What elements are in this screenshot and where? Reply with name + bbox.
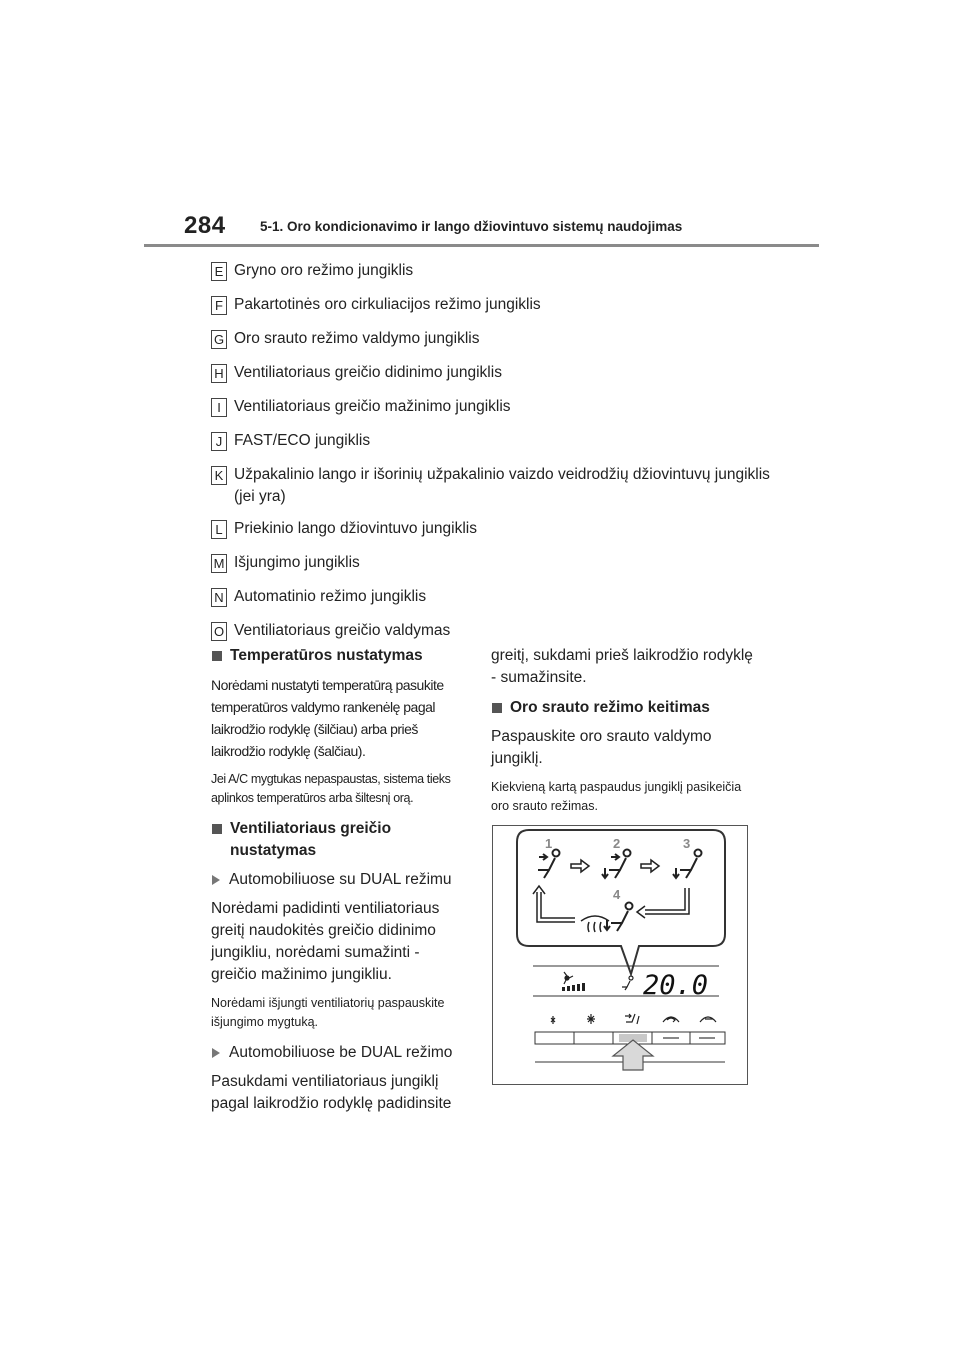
legend-item-i xyxy=(211,396,771,418)
legend-text: Automatinio režimo jungiklis xyxy=(234,588,427,605)
temperature-note: Jei A/C mygtukas nepaspaustas, sistema tieks aplinkos temperatūros arba šiltesnį orą. xyxy=(211,772,451,805)
legend-item-g xyxy=(211,328,771,350)
letter-badge: M xyxy=(211,554,227,573)
left-column xyxy=(211,645,469,1123)
legend-item-e xyxy=(211,260,771,282)
fan-high-icon xyxy=(587,1014,595,1024)
airflow-note: Kiekvieną kartą paspaudus jungiklį pasikeičia oro srauto režimas. xyxy=(491,780,742,813)
letter-badge: N xyxy=(211,588,227,607)
temperature-readout: 20.0 xyxy=(643,970,709,1001)
legend-text: Priekinio lango džiovintuvo jungiklis xyxy=(234,520,477,537)
legend-item-m xyxy=(211,552,771,574)
square-bullet-icon xyxy=(212,651,222,661)
legend-item-l xyxy=(211,518,771,540)
bullet-text: Automobiliuose su DUAL režimu xyxy=(229,871,452,888)
right-column xyxy=(491,645,756,826)
mode-number-1: 1 xyxy=(545,836,553,851)
legend-item-n xyxy=(211,586,771,608)
switch-legend xyxy=(211,260,771,654)
no-dual-mode-body: Pasukdami ventiliatoriaus jungiklį pagal laikrodžio rodyklę padidinsite xyxy=(211,1073,452,1112)
legend-text: Oro srauto režimo valdymo jungiklis xyxy=(234,330,480,347)
legend-text: Ventiliatoriaus greičio didinimo jungiklis xyxy=(234,364,502,381)
page-number: 284 xyxy=(184,212,226,239)
dual-mode-bullet xyxy=(211,869,469,891)
triangle-bullet-icon xyxy=(212,1048,220,1058)
legend-item-o xyxy=(211,620,771,642)
square-bullet-icon xyxy=(492,703,502,713)
legend-text: Gryno oro režimo jungiklis xyxy=(234,262,414,279)
letter-badge: L xyxy=(211,520,227,539)
letter-badge: O xyxy=(211,622,227,641)
legend-item-j xyxy=(211,430,771,452)
legend-text: FAST/ECO jungiklis xyxy=(234,432,371,449)
dual-mode-note: Norėdami išjungti ventiliatorių paspauskite išjungimo mygtuką. xyxy=(211,996,445,1029)
triangle-bullet-icon xyxy=(212,875,220,885)
fresh-air-icon xyxy=(700,1017,716,1022)
letter-badge: K xyxy=(211,466,227,485)
legend-text: Užpakalinio lango ir išorinių užpakalinio vaizdo veidrodžių džiovintuvų jungiklis (jei yra) xyxy=(234,466,770,505)
header-divider xyxy=(144,244,819,247)
control-icons-row xyxy=(551,1014,716,1024)
legend-text: Pakartotinės oro cirkuliacijos režimo jungiklis xyxy=(234,296,541,313)
mode-number-4: 4 xyxy=(613,887,621,902)
letter-badge: E xyxy=(211,262,227,281)
legend-item-k xyxy=(211,464,771,508)
legend-item-h xyxy=(211,362,771,384)
no-dual-mode-bullet xyxy=(211,1042,469,1064)
legend-item-f xyxy=(211,294,771,316)
section-title: 5-1. Oro kondicionavimo ir lango džiovintuvo sistemų naudojimas xyxy=(260,219,683,234)
fan-level-bars xyxy=(562,983,585,991)
airflow-mode-illustration xyxy=(492,825,748,1085)
dual-mode-body: Norėdami padidinti ventiliatoriaus greitį naudokitės greičio didinimo jungikliu, norėdami sumažinti - greičio mažinimo jungikliu. xyxy=(211,900,440,983)
fan-icon xyxy=(564,972,573,984)
bullet-text: Automobiliuose be DUAL režimo xyxy=(229,1044,453,1061)
legend-text: Išjungimo jungiklis xyxy=(234,554,360,571)
heading-text: Temperatūros nustatymas xyxy=(230,647,423,664)
legend-text: Ventiliatoriaus greičio mažinimo jungiklis xyxy=(234,398,511,415)
letter-badge: G xyxy=(211,330,227,349)
fan-speed-heading xyxy=(211,818,469,862)
legend-text: Ventiliatoriaus greičio valdymas xyxy=(234,622,451,639)
square-bullet-icon xyxy=(212,824,222,834)
illustration-svg xyxy=(493,826,749,1086)
airflow-heading xyxy=(491,697,756,719)
temperature-body: Norėdami nustatyti temperatūrą pasukite temperatūros valdymo rankenėlę pagal laikrodžio rodyklę (šilčiau) arba prieš laikrodžio rodyklę (šalčiau). xyxy=(211,677,444,759)
occupant-mini-icon xyxy=(622,976,633,990)
letter-badge: F xyxy=(211,296,227,315)
mode-number-2: 2 xyxy=(613,836,621,851)
temperature-heading xyxy=(211,645,469,667)
heading-text: Ventiliatoriaus greičio nustatymas xyxy=(230,820,392,859)
recirculation-icon xyxy=(663,1017,679,1022)
letter-badge: J xyxy=(211,432,227,451)
heading-text: Oro srauto režimo keitimas xyxy=(510,699,710,716)
fan-low-icon xyxy=(551,1016,555,1024)
continued-body: greitį, sukdami prieš laikrodžio rodyklę - sumažinsite. xyxy=(491,647,753,686)
mode-number-3: 3 xyxy=(683,836,691,851)
airflow-body: Paspauskite oro srauto valdymo jungiklį. xyxy=(491,728,712,767)
letter-badge: H xyxy=(211,364,227,383)
airflow-mode-icon xyxy=(625,1014,639,1024)
letter-badge: I xyxy=(211,398,227,417)
